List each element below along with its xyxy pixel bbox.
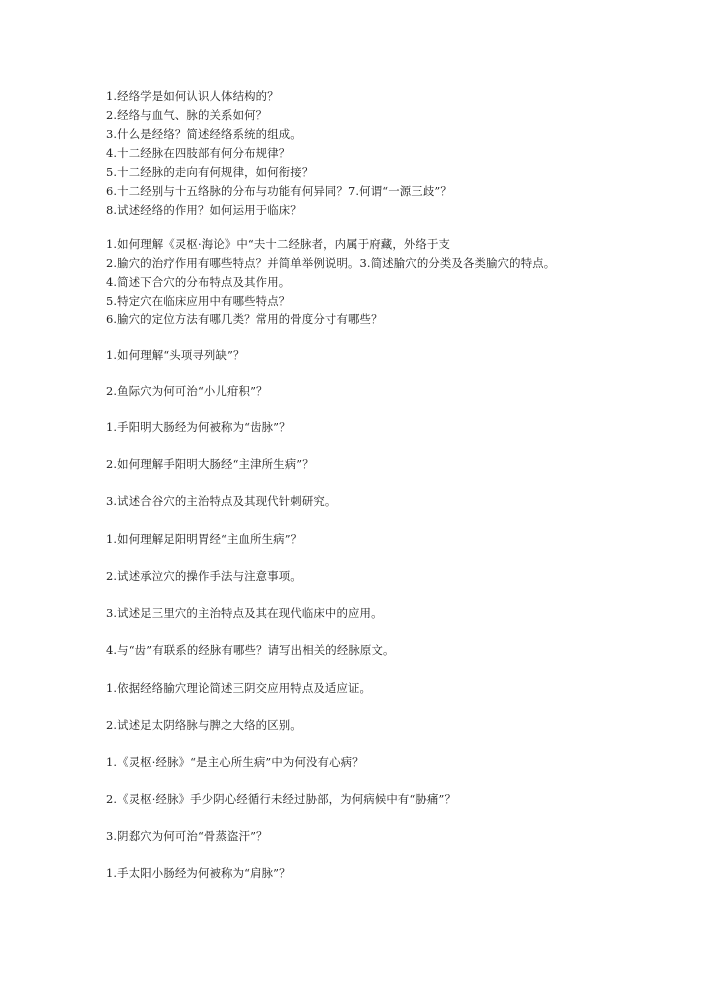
question-line: 3.试述足三里穴的主治特点及其在现代临床中的应用。 bbox=[106, 606, 383, 620]
question-line: 8.试述经络的作用？如何运用于临床？ bbox=[106, 203, 302, 217]
question-line: 2.试述足太阴络脉与脾之大络的区别。 bbox=[106, 718, 302, 732]
question-line: 5.十二经脉的走向有何规律，如何衔接？ bbox=[106, 165, 314, 179]
question-line: 1.如何理解《灵枢·海论》中“夫十二经脉者，内属于府藏，外络于支 bbox=[106, 237, 451, 251]
question-line: 2.如何理解手阳明大肠经“主津所生病”？ bbox=[106, 457, 314, 471]
question-line: 3.试述合谷穴的主治特点及其现代针刺研究。 bbox=[106, 494, 337, 508]
question-line: 2.腧穴的治疗作用有哪些特点？并简单举例说明。3.简述腧穴的分类及各类腧穴的特点。 bbox=[106, 256, 556, 270]
question-line: 1.手阳明大肠经为何被称为“齿脉”？ bbox=[106, 420, 291, 434]
question-line: 2.经络与血气、脉的关系如何？ bbox=[106, 108, 268, 122]
question-line: 6.腧穴的定位方法有哪几类？常用的骨度分寸有哪些？ bbox=[106, 312, 383, 326]
question-line: 3.阴郄穴为何可治“骨蒸盗汗”？ bbox=[106, 829, 268, 843]
question-line: 1.如何理解足阳明胃经“主血所生病”？ bbox=[106, 532, 303, 546]
question-line: 2.试述承泣穴的操作手法与注意事项。 bbox=[106, 569, 302, 583]
question-line: 4.十二经脉在四肢部有何分布规律？ bbox=[106, 146, 291, 160]
question-line: 5.特定穴在临床应用中有哪些特点？ bbox=[106, 294, 291, 308]
question-line: 1.如何理解“头项寻列缺”？ bbox=[106, 348, 245, 362]
question-line: 1.依据经络腧穴理论简述三阴交应用特点及适应证。 bbox=[106, 681, 372, 695]
question-line: 2.鱼际穴为何可治“小儿疳积”？ bbox=[106, 384, 268, 398]
question-line: 6.十二经别与十五络脉的分布与功能有何异同？7.何谓“一源三歧”？ bbox=[106, 184, 452, 198]
question-line: 4.简述下合穴的分布特点及其作用。 bbox=[106, 275, 291, 289]
question-line: 2.《灵枢·经脉》手少阴心经循行未经过胁部，为何病候中有“胁痛”？ bbox=[106, 792, 457, 806]
question-line: 1.《灵枢·经脉》“是主心所生病”中为何没有心病？ bbox=[106, 755, 364, 769]
question-line: 4.与“齿”有联系的经脉有哪些？请写出相关的经脉原文。 bbox=[106, 643, 395, 657]
question-line: 1.手太阳小肠经为何被称为“肩脉”？ bbox=[106, 866, 291, 880]
question-line: 3.什么是经络？简述经络系统的组成。 bbox=[106, 127, 302, 141]
question-line: 1.经络学是如何认识人体结构的？ bbox=[106, 89, 279, 103]
